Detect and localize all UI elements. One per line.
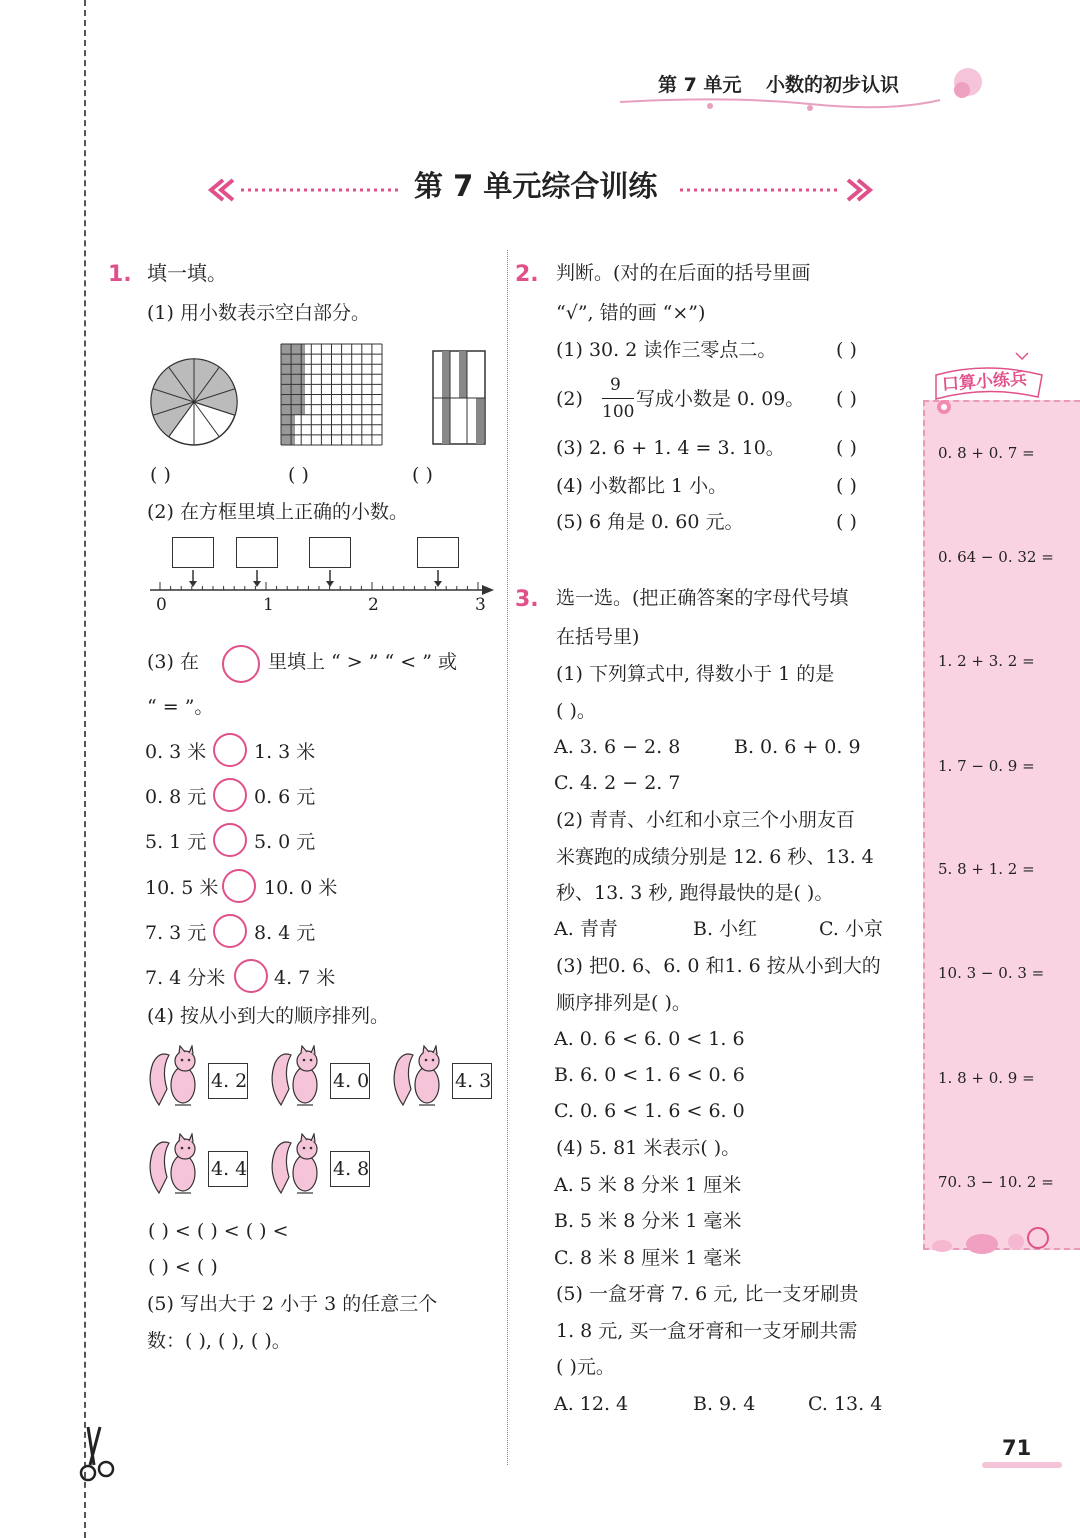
- sidebar-item: 1. 8 + 0. 9 =: [938, 1069, 1035, 1087]
- q3-s3-optC[interactable]: C. 0. 6 < 1. 6 < 6. 0: [554, 1100, 745, 1122]
- q2-paren[interactable]: ( ): [836, 339, 857, 361]
- q3-s4[interactable]: (4) 5. 81 米表示( )。: [556, 1137, 741, 1159]
- sidebar-item: 5. 8 + 1. 2 =: [938, 860, 1035, 878]
- q2-paren[interactable]: ( ): [836, 511, 857, 533]
- q3-s2-optC[interactable]: C. 小京: [819, 918, 883, 940]
- squirrel-value-box: 4. 3: [452, 1063, 492, 1099]
- squirrel-icon: [267, 1133, 331, 1199]
- q3-s1-paren[interactable]: ( )。: [556, 700, 596, 722]
- answer-paren-bar[interactable]: ( ): [412, 464, 433, 486]
- q3-s3-optB[interactable]: B. 6. 0 < 1. 6 < 0. 6: [554, 1064, 745, 1086]
- q2-label-1: 判断。(对的在后面的括号里画: [556, 262, 811, 284]
- q1-part4: (4) 按从小到大的顺序排列。: [147, 1005, 389, 1027]
- fraction-denominator: 100: [602, 402, 635, 422]
- squirrel-icon: [145, 1045, 209, 1111]
- sample-circle: [222, 645, 260, 683]
- compare-left: 5. 1 元: [145, 831, 207, 853]
- squirrel-value-box: 4. 4: [208, 1151, 248, 1187]
- compare-right: 10. 0 米: [264, 877, 338, 899]
- q3-s1-optC[interactable]: C. 4. 2 − 2. 7: [554, 772, 681, 794]
- q2-paren[interactable]: ( ): [836, 388, 857, 410]
- grid-figure: [280, 343, 384, 447]
- q3-s4-optA[interactable]: A. 5 米 8 分米 1 厘米: [554, 1174, 742, 1196]
- compare-left: 7. 4 分米: [145, 967, 226, 989]
- compare-right: 4. 7 米: [274, 967, 336, 989]
- q3-s2-optA[interactable]: A. 青青: [554, 918, 618, 940]
- compare-circle[interactable]: [213, 914, 247, 948]
- cut-line: [84, 0, 86, 1538]
- compare-circle[interactable]: [213, 823, 247, 857]
- q1-part3-a: (3) 在: [147, 651, 199, 673]
- q3-s1-optA[interactable]: A. 3. 6 − 2. 8: [554, 736, 681, 758]
- tick-label: 3: [475, 595, 486, 615]
- numberline-box[interactable]: [417, 537, 459, 568]
- number-line: [148, 566, 500, 600]
- q2-paren[interactable]: ( ): [836, 437, 857, 459]
- compare-circle[interactable]: [234, 959, 268, 993]
- q3-number: 3.: [515, 587, 539, 612]
- tick-label: 0: [156, 595, 167, 615]
- compare-left: 7. 3 元: [145, 922, 207, 944]
- q3-s3-optA[interactable]: A. 0. 6 < 6. 0 < 1. 6: [554, 1028, 745, 1050]
- sidebar-item: 1. 2 + 3. 2 =: [938, 652, 1035, 670]
- answer-paren-pie[interactable]: ( ): [150, 464, 171, 486]
- mental-math-sidebar: [923, 400, 1080, 1250]
- q3-s5-a: (5) 一盒牙膏 7. 6 元, 比一支牙刷贵: [556, 1283, 859, 1305]
- header-decoration: [610, 60, 990, 115]
- sidebar-title: 口算小练兵: [941, 369, 1028, 395]
- compare-left: 0. 8 元: [145, 786, 207, 808]
- compare-right: 1. 3 米: [254, 741, 316, 763]
- column-divider: [507, 250, 508, 1465]
- q1-part2: (2) 在方框里填上正确的小数。: [147, 501, 408, 523]
- numberline-box[interactable]: [236, 537, 278, 568]
- q3-s4-optC[interactable]: C. 8 米 8 厘米 1 毫米: [554, 1247, 742, 1269]
- q2-paren[interactable]: ( ): [836, 475, 857, 497]
- fraction-bar: [602, 398, 634, 399]
- pie-figure: [148, 356, 240, 448]
- numberline-box[interactable]: [172, 537, 214, 568]
- q3-label-1: 选一选。(把正确答案的字母代号填: [556, 587, 849, 609]
- q2-item-2-pre: (2): [556, 388, 583, 410]
- q1-label: 填一填。: [147, 261, 227, 285]
- tick-label: 2: [368, 595, 379, 615]
- compare-left: 0. 3 米: [145, 741, 207, 763]
- q3-s2-c[interactable]: 秒、13. 3 秒, 跑得最快的是( )。: [556, 882, 834, 904]
- title-right-decoration: [676, 176, 876, 204]
- q2-item-1: (1) 30. 2 读作三零点二。: [556, 339, 777, 361]
- q2-item-4: (4) 小数都比 1 小。: [556, 475, 728, 497]
- q3-s2-b: 米赛跑的成绩分别是 12. 6 秒、13. 4: [556, 846, 874, 868]
- squirrel-icon: [145, 1133, 209, 1199]
- q2-item-2-post: 写成小数是 0. 09。: [636, 388, 805, 410]
- order-line-2[interactable]: ( ) < ( ): [148, 1256, 218, 1278]
- page-number-bar: [982, 1462, 1062, 1468]
- compare-circle[interactable]: [213, 778, 247, 812]
- sidebar-item: 10. 3 − 0. 3 =: [938, 964, 1045, 982]
- q2-item-3: (3) 2. 6 + 1. 4 = 3. 10。: [556, 437, 785, 459]
- sidebar-item: 1. 7 − 0. 9 =: [938, 757, 1035, 775]
- q3-s2-optB[interactable]: B. 小红: [693, 918, 758, 940]
- squirrel-value-box: 4. 8: [330, 1151, 370, 1187]
- squirrel-icon: [389, 1045, 453, 1111]
- numberline-box[interactable]: [309, 537, 351, 568]
- header-unit: 第 7 单元: [658, 74, 742, 96]
- page-number: 71: [1002, 1436, 1032, 1460]
- sidebar-item: 0. 8 + 0. 7 =: [938, 444, 1035, 462]
- compare-circle[interactable]: [222, 869, 256, 903]
- q3-s5-c[interactable]: ( )元。: [556, 1356, 615, 1378]
- q3-s5-optA[interactable]: A. 12. 4: [554, 1393, 629, 1415]
- q3-s5-b: 1. 8 元, 买一盒牙膏和一支牙刷共需: [556, 1320, 858, 1342]
- compare-right: 8. 4 元: [254, 922, 316, 944]
- q1-part1: (1) 用小数表示空白部分。: [147, 302, 370, 324]
- order-line-1[interactable]: ( ) < ( ) < ( ) <: [148, 1220, 289, 1242]
- squirrel-value-box: 4. 2: [208, 1063, 248, 1099]
- q3-s5-optC[interactable]: C. 13. 4: [808, 1393, 883, 1415]
- header-topic: 小数的初步认识: [766, 74, 900, 96]
- scissors-icon: [74, 1425, 122, 1485]
- q2-item-5: (5) 6 角是 0. 60 元。: [556, 511, 744, 533]
- q3-s1-optB[interactable]: B. 0. 6 + 0. 9: [734, 736, 861, 758]
- compare-right: 0. 6 元: [254, 786, 316, 808]
- sidebar-item: 70. 3 − 10. 2 =: [938, 1173, 1054, 1191]
- q1-part3-c: “ = ”。: [147, 696, 214, 718]
- answer-paren-grid[interactable]: ( ): [288, 464, 309, 486]
- title-left-decoration: [205, 176, 405, 204]
- q1-part3-b: 里填上 “ > ” “ < ” 或: [268, 651, 457, 673]
- q2-number: 2.: [515, 262, 539, 287]
- q2-label-2: “√”, 错的画 “×”): [556, 302, 706, 324]
- compare-right: 5. 0 元: [254, 831, 316, 853]
- bar-figure: [432, 350, 487, 446]
- q3-s1: (1) 下列算式中, 得数小于 1 的是: [556, 663, 835, 685]
- q3-s3-a: (3) 把0. 6、6. 0 和1. 6 按从小到大的: [556, 955, 881, 977]
- q1-part5-b[interactable]: 数：( ), ( ), ( )。: [147, 1330, 291, 1352]
- q3-s2-a: (2) 青青、小红和小京三个小朋友百: [556, 809, 855, 831]
- q3-s4-optB[interactable]: B. 5 米 8 分米 1 毫米: [554, 1210, 742, 1232]
- squirrel-icon: [267, 1045, 331, 1111]
- page-title: 第 7 单元综合训练: [414, 169, 658, 203]
- sidebar-item: 0. 64 − 0. 32 =: [938, 548, 1054, 566]
- q1-number: 1.: [108, 262, 132, 287]
- compare-circle[interactable]: [213, 733, 247, 767]
- q3-label-2: 在括号里): [556, 626, 640, 648]
- sidebar-bottom-decoration: [926, 1222, 1056, 1262]
- tick-label: 1: [263, 595, 274, 615]
- q3-s3-b[interactable]: 顺序排列是( )。: [556, 992, 691, 1014]
- q3-s5-optB[interactable]: B. 9. 4: [693, 1393, 756, 1415]
- fraction-numerator: 9: [610, 375, 621, 395]
- compare-left: 10. 5 米: [145, 877, 219, 899]
- squirrel-value-box: 4. 0: [330, 1063, 370, 1099]
- q1-part5-a: (5) 写出大于 2 小于 3 的任意三个: [147, 1293, 438, 1315]
